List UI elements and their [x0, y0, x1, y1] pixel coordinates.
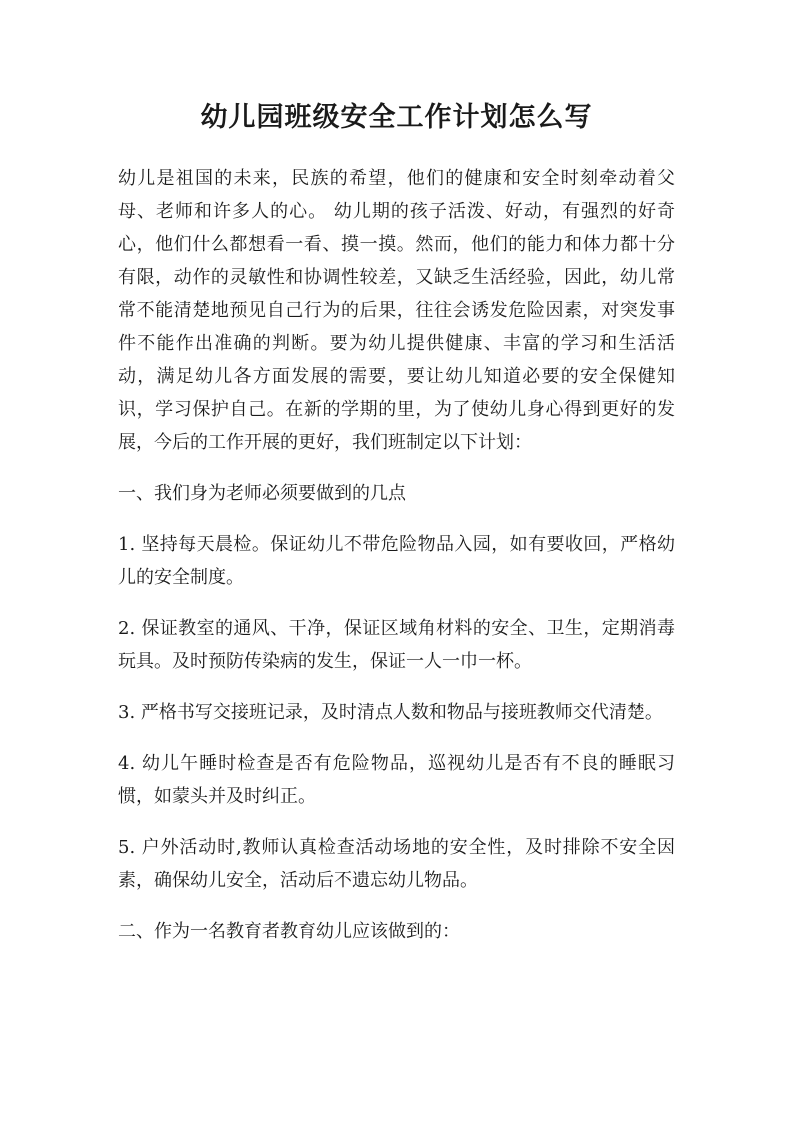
- list-item: 5. 户外活动时,教师认真检查活动场地的安全性，及时排除不安全因素，确保幼儿安全，活动后不遗忘幼儿物品。: [118, 837, 675, 891]
- section-heading-2: 二、作为一名教育者教育幼儿应该做到的：: [118, 921, 460, 942]
- list-item: 2. 保证教室的通风、干净，保证区域角材料的安全、卫生，定期消毒玩具。及时预防传染病的发生，保证一人一巾一杯。: [118, 618, 675, 672]
- list-item: 3. 严格书写交接班记录，及时清点人数和物品与接班教师交代清楚。: [118, 702, 663, 723]
- list-item: 1. 坚持每天晨检。保证幼儿不带危险物品入园，如有要收回，严格幼儿的安全制度。: [118, 534, 675, 588]
- document-title: 幼儿园班级安全工作计划怎么写: [200, 102, 593, 133]
- section-heading-1: 一、我们身为老师必须要做到的几点: [118, 483, 406, 504]
- list-item: 4. 幼儿午睡时检查是否有危险物品，巡视幼儿是否有不良的睡眠习惯，如蒙头并及时纠正。: [118, 753, 675, 807]
- intro-paragraph: 幼儿是祖国的未来，民族的希望，他们的健康和安全时刻牵动着父母、老师和许多人的心。 幼儿期的孩子活泼、好动，有强烈的好奇心，他们什么都想看一看、摸一摸。然而，他们的能力和体力都十分有限，动作的灵敏性和协调性较差，又缺乏生活经验，因此，幼儿常常不能清楚地预见自己行为的后果，往往会诱发危险因素，对突发事件不能作出准确的判断。要为幼儿提供健康、丰富的学习和生活活动，满足幼儿各方面发展的需要，要让幼儿知道必要的安全保健知识，学习保护自己。在新的学期的里，为了使幼儿身心得到更好的发展，今后的工作开展的更好，我们班制定以下计划：: [118, 168, 675, 453]
